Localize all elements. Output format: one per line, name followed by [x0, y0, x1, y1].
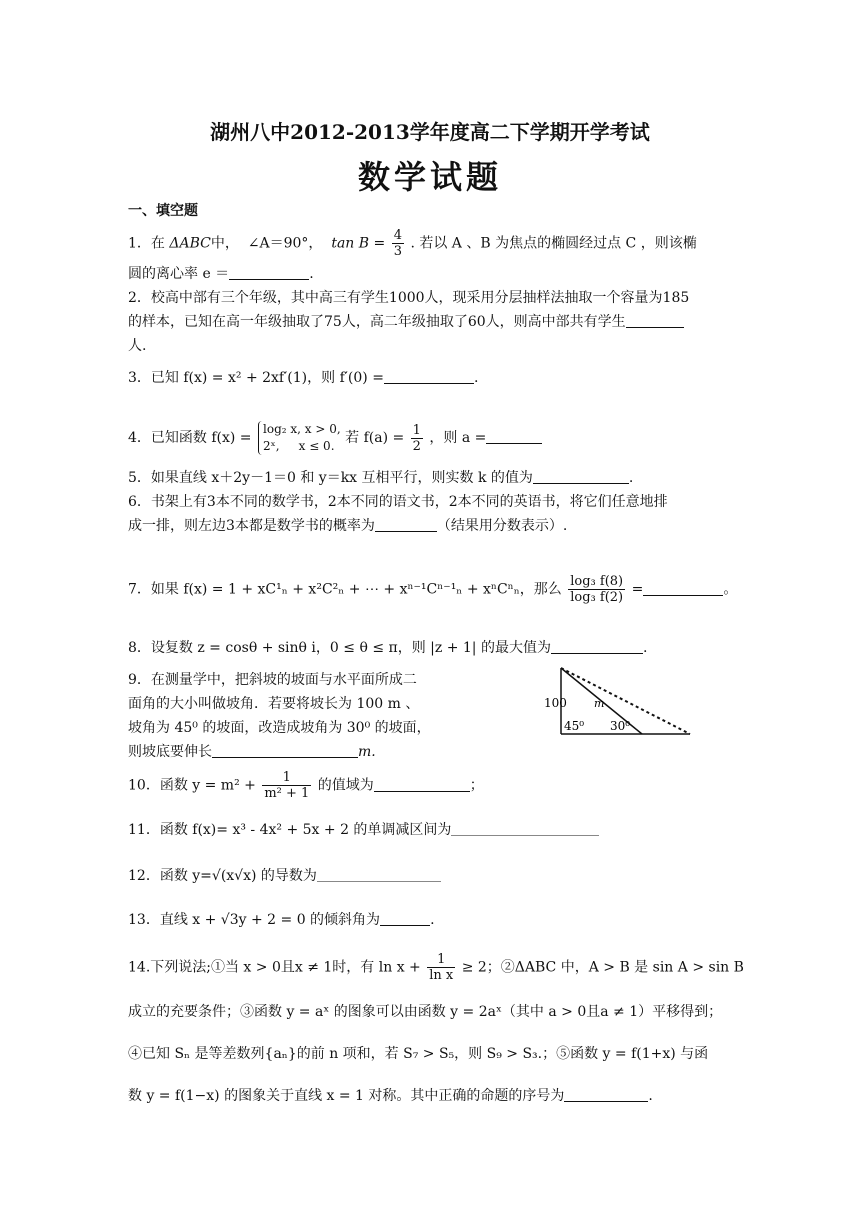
- question-12: 12．函数 y=√(x√x) 的导数为: [128, 866, 441, 886]
- answer-blank[interactable]: [451, 821, 599, 836]
- question-6-line-2: 成一排，则左边3本都是数学书的概率为 （结果用分数表示）.: [128, 518, 568, 534]
- question-6-line-1: 6．书架上有3本不同的数学书，2本不同的语文书，2本不同的英语书，将它们任意地排: [128, 494, 668, 510]
- answer-blank[interactable]: [626, 313, 684, 328]
- answer-blank[interactable]: [643, 581, 723, 596]
- question-2-line-3: 人.: [128, 338, 147, 354]
- answer-blank[interactable]: [551, 639, 643, 654]
- unit-label: m: [594, 697, 605, 710]
- answer-blank[interactable]: [380, 911, 430, 926]
- answer-blank[interactable]: [486, 429, 542, 444]
- answer-blank[interactable]: [317, 867, 441, 882]
- question-2-line-1: 2．校高中部有三个年级，其中高三有学生1000人，现采用分层抽样法抽取一个容量为185: [128, 290, 690, 306]
- fraction: $\frac{1}{2}$: [412, 422, 421, 454]
- question-14-line-1: 14.下列说法;①当 x > 0且x ≠ 1时，有 ln x + $\frac{1}{\text{ln x}}$ ≥ 2；②ΔABC 中，A > B 是 sin A > sin B: [128, 952, 744, 983]
- exam-title: 湖州八中2012-2013学年度高二下学期开学考试: [210, 120, 650, 144]
- piecewise-cases: log₂ x, x > 0, 2ˣ, x ≤ 0.: [258, 421, 341, 455]
- answer-blank[interactable]: [564, 1087, 648, 1102]
- question-9-line-3: 坡角为 45⁰ 的坡面，改造成坡角为 30⁰ 的坡面，: [128, 720, 431, 736]
- question-14-line-2: 成立的充要条件；③函数 y = aˣ 的图象可以由函数 y = 2aˣ（其中 a > 0且a ≠ 1）平移得到；: [128, 1004, 723, 1020]
- answer-blank[interactable]: [212, 743, 358, 758]
- answer-blank[interactable]: [374, 777, 470, 792]
- question-3: 3．已知 f(x) = x² + 2xf′(1)，则 f′(0) = .: [128, 370, 479, 386]
- fraction: $\frac{1}{\text{ln x}}$: [429, 952, 454, 983]
- answer-blank[interactable]: [375, 517, 437, 532]
- question-1-line-1: 1．在 ΔABC中， ∠A＝90°， tan B = $\frac{4}{3}$ . 若以 A 、B 为焦点的椭圆经过点 C ，则该椭: [128, 228, 697, 259]
- question-14-line-3: ④已知 Sₙ 是等差数列{aₙ}的前 n 项和，若 S₇ > S₅，则 S₉ > S₃.；⑤函数 y = f(1+x) 与函: [128, 1046, 709, 1062]
- angle-45-label: 45⁰: [564, 719, 585, 733]
- question-7: 7．如果 f(x) = 1 + xC¹ₙ + x²C²ₙ + ⋯ + xⁿ⁻¹Cⁿ⁻¹ₙ + xⁿCⁿₙ，那么 $\frac{\text{log₃ f(8)}}{\text{log₃ f(2)}}$ = 。: [128, 574, 738, 605]
- fraction: $\frac{1}{\text{m² + 1}}$: [264, 770, 310, 801]
- question-2-line-2: 的样本，已知在高一年级抽取了75人，高二年级抽取了60人，则高中部共有学生: [128, 312, 684, 332]
- length-label: 100: [544, 696, 567, 710]
- question-8: 8．设复数 z = cosθ + sinθ i，0 ≤ θ ≤ π，则 |z + 1| 的最大值为 .: [128, 640, 648, 656]
- question-14-line-4: 数 y = f(1−x) 的图象关于直线 x = 1 对称。其中正确的命题的序号为 .: [128, 1088, 653, 1104]
- fraction: $\frac{4}{3}$: [393, 228, 402, 259]
- question-9-line-2: 面角的大小叫做坡角．若要将坡长为 100 m 、: [128, 696, 420, 712]
- question-11: 11．函数 f(x)= x³ - 4x² + 5x + 2 的单调减区间为: [128, 820, 599, 840]
- slope-diagram: [538, 662, 698, 742]
- answer-blank[interactable]: [533, 469, 629, 484]
- angle-30-label: 30⁰: [610, 719, 631, 733]
- fraction: $\frac{\text{log₃ f(8)}}{\text{log₃ f(2)}}$: [570, 574, 624, 605]
- answer-blank[interactable]: [229, 265, 309, 280]
- question-13: 13．直线 x + √3y + 2 = 0 的倾斜角为 .: [128, 912, 435, 928]
- question-9-line-4: 则坡底要伸长 m.: [128, 744, 376, 760]
- question-5: 5．如果直线 x＋2y－1＝0 和 y＝kx 互相平行，则实数 k 的值为 .: [128, 470, 634, 486]
- exam-subtitle: 数学试题: [357, 158, 502, 196]
- answer-blank[interactable]: [384, 369, 474, 384]
- question-4: 4．已知函数 f(x) = log₂ x, x > 0, 2ˣ, x ≤ 0. 若 f(a) = $\frac{1}{2}$ ，则 a =: [128, 421, 542, 455]
- question-1-line-2: 圆的离心率 e ＝ .: [128, 266, 314, 282]
- section-heading: 一、填空题: [128, 203, 198, 219]
- question-9-line-1: 9．在测量学中，把斜坡的坡面与水平面所成二: [128, 672, 417, 688]
- question-10: 10．函数 y = m² + $\frac{1}{\text{m² + 1}}$ 的值域为 ；: [128, 770, 484, 801]
